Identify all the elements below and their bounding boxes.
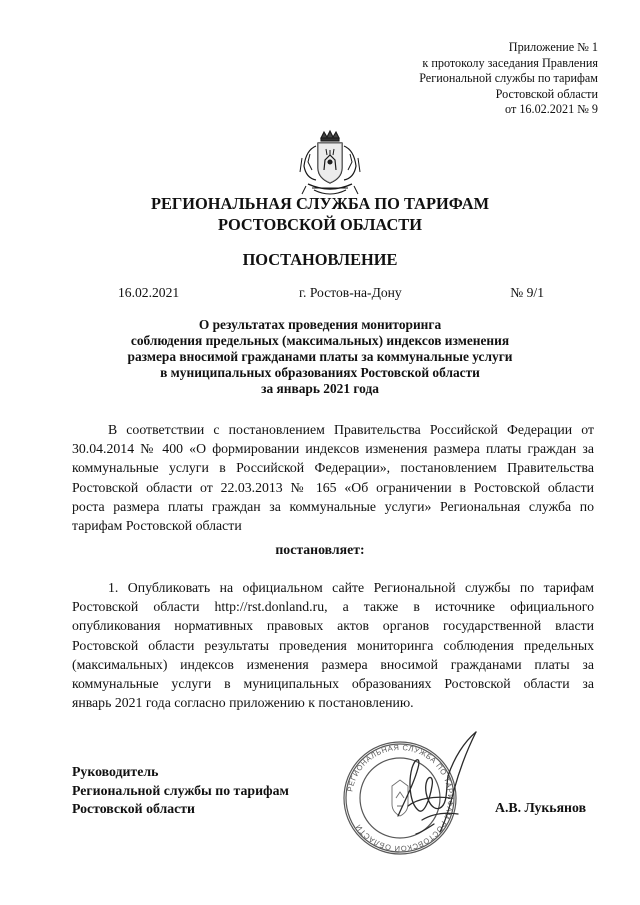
document-number: № 9/1	[510, 285, 544, 300]
handwritten-signature	[388, 728, 488, 843]
annex-note	[419, 40, 598, 118]
subject-line: размера вносимой гражданами платы за коммунальные услуги	[127, 349, 513, 365]
preamble-paragraph	[72, 420, 594, 535]
annex-line: Ростовской области	[495, 86, 598, 101]
document-meta-row	[118, 285, 544, 303]
document-city: г. Ростов-на-Дону	[299, 285, 402, 300]
document-type-heading: ПОСТАНОВЛЕНИЕ	[242, 250, 398, 269]
organization-title	[0, 193, 640, 235]
organization-title-line: РОСТОВСКОЙ ОБЛАСТИ	[218, 215, 422, 234]
preamble-line: Ростовской области от 22.03.2013 № 165 «Об ограничении в Ростовской области	[72, 479, 594, 495]
subject-line: соблюдения предельных (максимальных) индексов изменения	[130, 333, 510, 349]
decree-word: постановляет:	[275, 542, 365, 557]
signatory-name: А.В. Лукьянов	[495, 800, 587, 815]
clause-line: 1. Опубликовать на официальном сайте Региональной службы по тарифам	[108, 580, 594, 595]
organization-title-line: РЕГИОНАЛЬНАЯ СЛУЖБА ПО ТАРИФАМ	[150, 194, 490, 213]
preamble-line: коммунальные услуги в Российской Федерации», постановлением Правительства	[72, 460, 594, 476]
clause-line: январь 2021 года согласно приложению к постановлению.	[72, 695, 414, 711]
subject-line: за январь 2021 года	[261, 381, 379, 397]
signatory-position-line: Региональной службы по тарифам	[72, 782, 289, 798]
signatory-position-line: Ростовской области	[72, 801, 196, 816]
annex-line: к протоколу заседания Правления	[422, 55, 598, 70]
preamble-line: 30.04.2014 № 400 «О формировании индексов изменения размера платы граждан за	[72, 441, 594, 457]
subject-line: в муниципальных образованиях Ростовской области	[160, 365, 480, 381]
preamble-line: тарифам Ростовской области	[72, 517, 242, 533]
document-date: 16.02.2021	[118, 285, 180, 300]
clause-line: Ростовской области http://rst.donland.ru, а также в источнике официального	[72, 599, 594, 615]
signatory-position	[72, 763, 289, 819]
clause-line: коммунальные услуги в муниципальных образованиях Ростовской области за	[72, 675, 594, 691]
subject-line: О результатах проведения мониторинга	[198, 317, 442, 332]
annex-line: Региональной службы по тарифам	[419, 71, 598, 86]
clause-line: опубликования нормативных правовых актов органов государственной власти	[72, 618, 594, 634]
preamble-line: В соответствии с постановлением Правительства Российской Федерации от	[108, 422, 594, 437]
annex-line: от 16.02.2021 № 9	[505, 102, 598, 117]
svg-text:РЕГИОНАЛЬНАЯ СЛУЖБА ПО ТАРИФАМ: РЕГИОНАЛЬНАЯ СЛУЖБА ПО ТАРИФАМ РОСТОВСКОЙ ОБЛАСТИ	[345, 742, 456, 854]
clause-1-paragraph	[72, 578, 594, 712]
annex-line: Приложение № 1	[508, 40, 598, 54]
rostov-oblast-coat-of-arms-icon	[294, 128, 366, 198]
signatory-position-line: Руководитель	[72, 764, 159, 779]
document-subject	[60, 317, 580, 397]
clause-line: (максимальных) индексов изменения размера вносимой гражданами платы за	[72, 656, 594, 672]
clause-line: Ростовской области результаты проведения мониторинга соблюдения предельных	[72, 637, 594, 653]
preamble-line: роста размера платы граждан за коммунальные услуги» Региональная служба по	[72, 498, 594, 514]
